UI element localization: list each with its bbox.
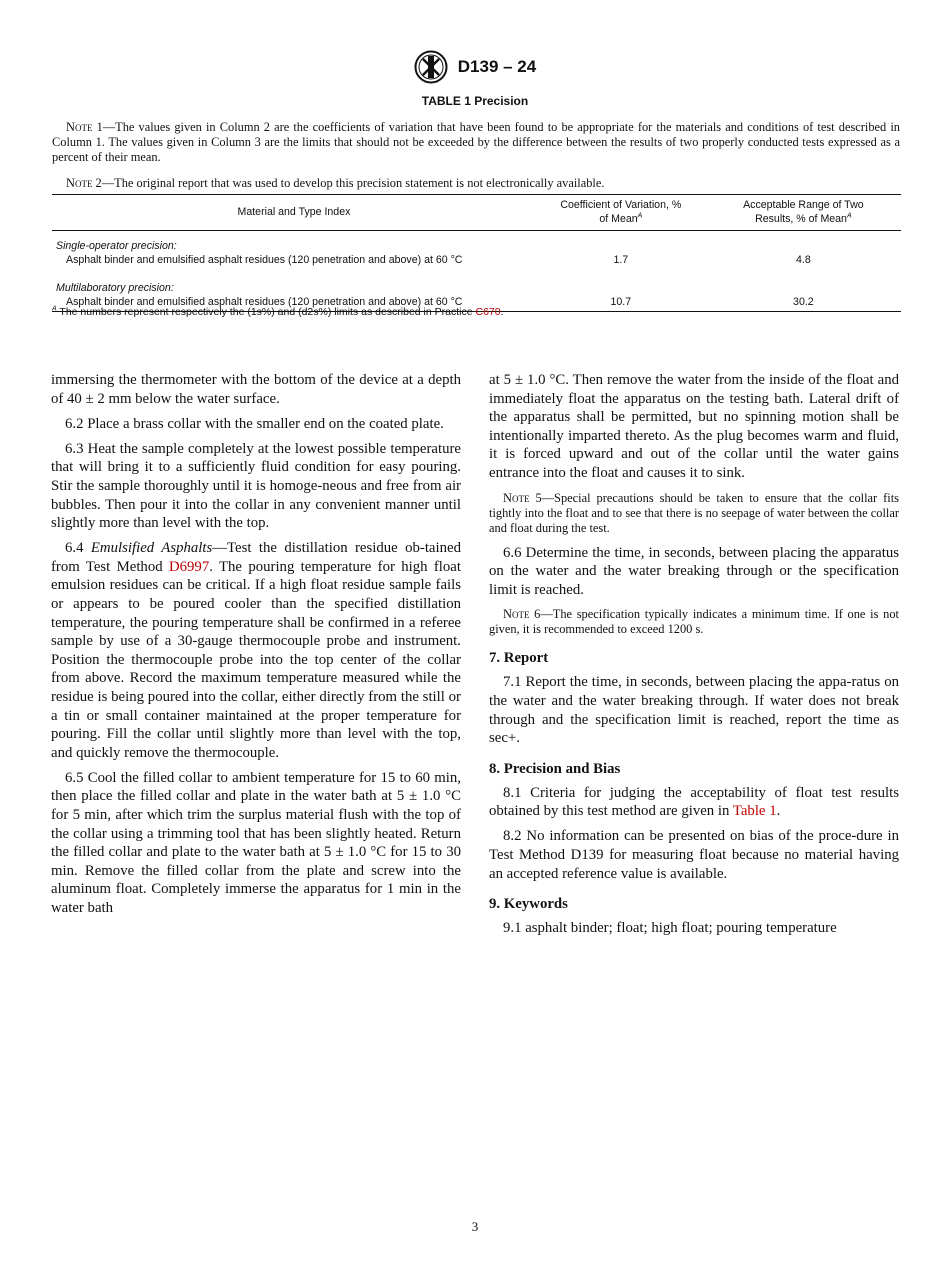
paragraph-continued: immersing the thermometer with the bottom of the device at a depth of 40 ± 2 mm below the water surface. <box>51 372 461 407</box>
link-d6997[interactable]: D6997 <box>168 558 210 575</box>
material-cell: Asphalt binder and emulsified asphalt residues (120 penetration and above) at 60 °C <box>52 295 536 312</box>
footnote-text: The numbers represent respectively the (1s%) and (d2s%) limits as described in Practice <box>56 306 476 318</box>
note-label: Note 1 <box>66 120 103 134</box>
table-group-row <box>52 231 901 254</box>
note-text: —The original report that was used to develop this precision statement is not electronically available. <box>101 176 605 190</box>
link-c670[interactable]: C670 <box>475 306 501 318</box>
note-label: Note 2 <box>66 176 102 190</box>
note-label: Note 5 <box>503 490 542 505</box>
paragraph-6-2: 6.2 Place a brass collar with the smaller end on the coated plate. <box>65 415 444 432</box>
left-column <box>51 371 461 924</box>
page-number: 3 <box>471 1219 479 1234</box>
paragraph-continued: at 5 ± 1.0 °C. Then remove the water from the inside of the float and immediately float the apparatus on the testing bath. Lateral drift of the apparatus shall be permitted, but no spinning motion shall be intentionally imparted thereto. As the plug becomes warm and fluid, it is forced upward and out of the collar until the water gains entrance into the float and causes it to sink. <box>489 372 899 481</box>
range-cell: 4.8 <box>795 254 811 266</box>
cv-cell: 10.7 <box>536 295 706 312</box>
table-title: TABLE 1 Precision <box>421 94 529 108</box>
paragraph-8-1 <box>489 784 899 821</box>
range-cell: 30.2 <box>706 295 901 312</box>
column-header-cv <box>536 195 706 231</box>
cv-cell: 1.7 <box>613 254 629 266</box>
paragraph-6-4 <box>51 539 461 762</box>
text-run: 8.1 Criteria for judging the acceptability of float test results obtained by this test method are given in <box>489 784 899 820</box>
paragraph-9-1: 9.1 asphalt binder; float; high float; pouring temperature <box>503 920 837 937</box>
text-run: . The pouring temperature for high float emulsion residues can be critical. If a high float residue sample fails or appears to be poured cooler than the specified distillation temperature, the pouring temperature shall be confirmed in a referee sample by use of a 30-gauge thermocouple probe and instrument. Position the thermocouple probe into the top center of the collar from above. Record the maximum temperature measured while the residue is being poured into the collar, either directly from the still or a tin or small container maintained at the proper temperature for pouring. Fill the collar until slightly more than level with the top, and quickly remove the thermocouple. <box>51 558 461 761</box>
material-cell: Asphalt binder and emulsified asphalt residues (120 penetration and above) at 60 °C <box>66 254 463 266</box>
column-header-range <box>706 195 901 231</box>
note-text: —The values given in Column 2 are the coefficients of variation that have been found to be appropriate for the materials and conditions of test described in Column 1. The values given in Column 3 are the limits that should not be exceeded by the difference between the results of two properly conducted tests expressed as a percent of their mean. <box>52 120 900 164</box>
note-6 <box>489 607 899 637</box>
table-group-row <box>52 267 901 295</box>
footnote-mark: A <box>52 305 57 313</box>
paragraph-8-2: 8.2 No information can be presented on bias of the proce-dure in Test Method D139 for measuring float because no material having an accepted reference value is available. <box>489 828 899 882</box>
footnote-mark: A <box>637 212 643 220</box>
note-text: —Special precautions should be taken to ensure that the collar fits tightly into the float and to see that there is no seepage of water between the collar and float during the test. <box>489 490 899 535</box>
page-header <box>0 50 950 84</box>
right-column <box>489 371 899 944</box>
paragraph-6-3: 6.3 Heat the sample completely at the lowest possible temperature that will bring it to a sufficiently fluid condition for easy pouring. Stir the sample thoroughly until it is homoge-neous and free from air bubbles. Then pour it into the collar in any convenient manner until slightly more than level with the top. <box>51 440 461 532</box>
note-text: —The specification typically indicates a minimum time. If one is not given, it is recommended to exceed 1200 s. <box>489 607 899 637</box>
section-heading-report: 7. Report <box>489 650 549 667</box>
text-run: —Test the distillation residue ob-tained from Test Method <box>51 540 461 575</box>
table-note-2 <box>52 176 900 191</box>
section-number: 6.4 <box>65 540 91 557</box>
paragraph-7-1: 7.1 Report the time, in seconds, between placing the appa-ratus on the water and the water breaking through. If water does not break through and the specification limit is reached, report the time as sec+. <box>489 674 899 747</box>
column-header-line: Results, % of Mean <box>755 213 847 225</box>
precision-table <box>52 194 901 312</box>
standard-designation: D139 – 24 <box>457 57 537 76</box>
section-title-italic: Emulsified Asphalts <box>90 540 213 557</box>
note-label: Note 6 <box>503 607 541 622</box>
footnote-mark: A <box>846 212 852 220</box>
paragraph-6-6: 6.6 Determine the time, in seconds, between placing the apparatus on the water and the water breaking through or the specification limit is reached. <box>489 544 899 598</box>
group-label: Single-operator precision: <box>56 240 177 252</box>
astm-logo-icon <box>414 50 448 84</box>
table-footnote <box>52 306 504 318</box>
group-label: Multilaboratory precision: <box>56 282 174 294</box>
table-note-1 <box>52 120 900 165</box>
column-header-material: Material and Type Index <box>52 195 536 231</box>
text-run: . <box>776 803 781 820</box>
table-row <box>52 253 901 267</box>
table-header-row <box>52 195 901 231</box>
section-heading-keywords: 9. Keywords <box>489 896 568 913</box>
section-heading-precision: 8. Precision and Bias <box>489 760 621 777</box>
footnote-end: . <box>500 306 504 318</box>
link-table-1[interactable]: Table 1 <box>732 803 777 820</box>
column-header-line: Acceptable Range of Two <box>743 199 864 211</box>
column-header-line: Coefficient of Variation, % <box>560 199 682 211</box>
note-5 <box>489 491 899 536</box>
paragraph-6-5: 6.5 Cool the filled collar to ambient temperature for 15 to 60 min, then place the filled collar and plate in the water bath at 5 ± 1.0 °C for 5 min, after which trim the surplus material flush with the top of the collar using a trimming tool that has been slightly heated. Return the filled collar and plate to the water bath at 5 ± 1.0 °C for 15 to 30 min. Remove the filled collar from the plate and screw into the aluminum float. Completely immerse the apparatus for 1 min in the water bath <box>51 769 461 917</box>
column-header-line: of Mean <box>599 213 638 225</box>
